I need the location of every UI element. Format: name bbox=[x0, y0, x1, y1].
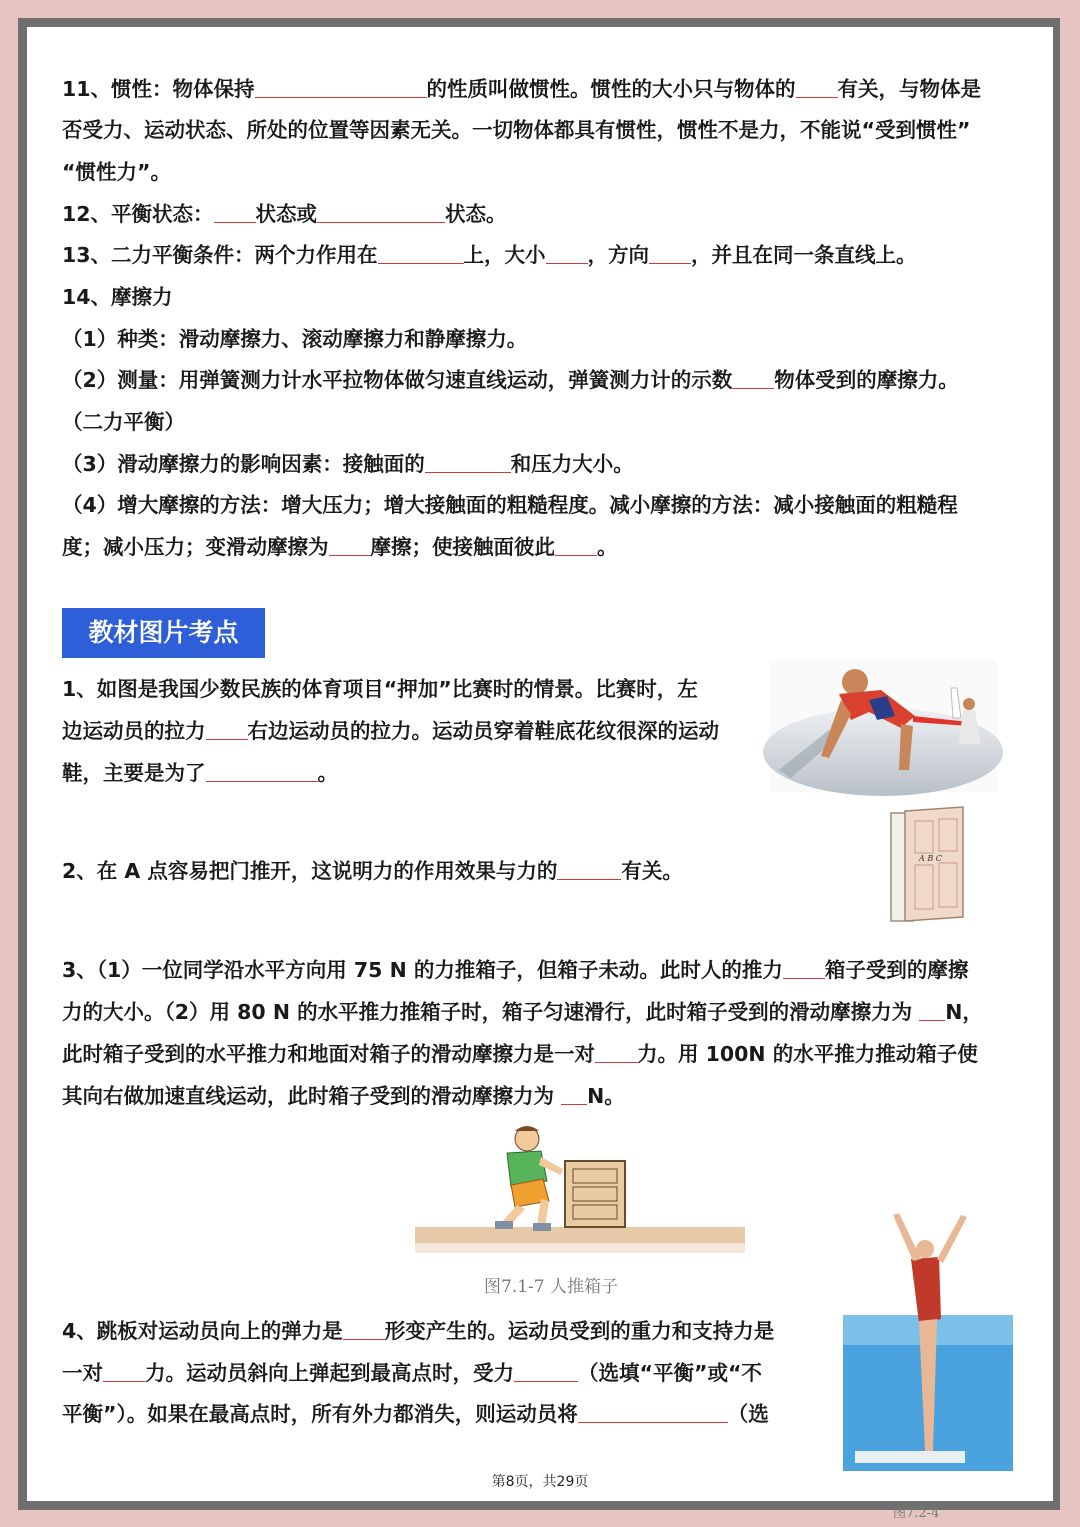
line-text: 1、如图是我国少数民族的体育项目“押加”比赛时的情景。比赛时，左 bbox=[62, 677, 698, 701]
text-line bbox=[62, 998, 983, 1026]
line-text: 形变产生的。运动员受到的重力和支持力是 bbox=[384, 1319, 775, 1343]
line-text: 否受力、运动状态、所处的位置等因素无关。一切物体都具有惯性，惯性不是力，不能说“受到惯性” bbox=[62, 118, 971, 142]
line-text: 和压力大小。 bbox=[510, 452, 634, 476]
answer-blank[interactable] bbox=[425, 452, 511, 473]
answer-blank[interactable] bbox=[103, 1361, 145, 1382]
line-text: 物体受到的摩擦力。 bbox=[774, 368, 959, 392]
answer-blank[interactable] bbox=[546, 243, 588, 264]
tug-of-war-figure bbox=[769, 660, 997, 792]
door-figure bbox=[889, 805, 969, 923]
page-footer: 第8页，共29页 bbox=[491, 1474, 589, 1490]
text-line bbox=[62, 158, 171, 186]
answer-blank[interactable] bbox=[555, 535, 597, 556]
door-point-labels: A B C bbox=[919, 854, 942, 863]
text-line bbox=[62, 1359, 762, 1387]
line-text: 鞋，主要是为了 bbox=[62, 761, 206, 785]
line-text: 箱子受到的摩擦 bbox=[824, 958, 969, 982]
line-text: ，方向 bbox=[587, 243, 650, 267]
line-text: 4、跳板对运动员向上的弹力是 bbox=[62, 1319, 343, 1343]
text-line bbox=[62, 241, 917, 269]
text-line bbox=[62, 759, 338, 787]
line-text: N， bbox=[945, 1000, 983, 1024]
answer-blank[interactable] bbox=[317, 202, 445, 223]
line-text: 2、在 A 点容易把门推开，这说明力的作用效果与力的 bbox=[62, 859, 558, 883]
line-text: 度；减小压力；变滑动摩擦为 bbox=[62, 535, 329, 559]
answer-blank[interactable] bbox=[378, 243, 464, 264]
text-line bbox=[62, 200, 507, 228]
section-heading: 教材图片考点 bbox=[62, 608, 265, 658]
answer-blank[interactable] bbox=[796, 77, 838, 98]
text-line bbox=[62, 1317, 774, 1345]
line-text: 右边运动员的拉力。运动员穿着鞋底花纹很深的运动 bbox=[247, 719, 719, 743]
answer-blank[interactable] bbox=[514, 1361, 578, 1382]
line-text: 状态。 bbox=[445, 202, 507, 226]
line-text: 力。运动员斜向上弹起到最高点时，受力 bbox=[145, 1361, 514, 1385]
line-text: 13、二力平衡条件：两个力作用在 bbox=[62, 243, 378, 267]
line-text: （选填“平衡”或“不 bbox=[578, 1361, 762, 1385]
line-text: （二力平衡） bbox=[62, 410, 185, 434]
text-line bbox=[62, 1082, 625, 1110]
answer-blank[interactable] bbox=[206, 761, 318, 782]
document-page bbox=[27, 27, 1053, 1521]
answer-blank[interactable] bbox=[214, 202, 256, 223]
answer-blank[interactable] bbox=[255, 77, 427, 98]
line-text: （选 bbox=[727, 1402, 769, 1426]
line-text: 上，大小 bbox=[463, 243, 546, 267]
line-text: 平衡”）。如果在最高点时，所有外力都消失，则运动员将 bbox=[62, 1402, 578, 1426]
text-line bbox=[62, 366, 959, 394]
line-text: 。 bbox=[317, 761, 338, 785]
line-text: 此时箱子受到的水平推力和地面对箱子的滑动摩擦力是一对 bbox=[62, 1042, 595, 1066]
line-text: （2）测量：用弹簧测力计水平拉物体做匀速直线运动，弹簧测力计的示数 bbox=[62, 368, 733, 392]
answer-blank[interactable] bbox=[783, 958, 825, 979]
text-line bbox=[62, 675, 698, 703]
text-line bbox=[62, 325, 527, 353]
text-line bbox=[62, 75, 981, 103]
line-text: 12、平衡状态： bbox=[62, 202, 214, 226]
line-text: 边运动员的拉力 bbox=[62, 719, 206, 743]
line-text: 有关。 bbox=[621, 859, 683, 883]
line-text: 3、（1）一位同学沿水平方向用 75 N 的力推箱子，但箱子未动。此时人的推力 bbox=[62, 958, 783, 982]
text-line bbox=[62, 116, 970, 144]
line-text: N。 bbox=[587, 1084, 625, 1108]
text-line bbox=[62, 717, 719, 745]
answer-blank[interactable] bbox=[578, 1402, 728, 1423]
line-text: 摩擦；使接触面彼此 bbox=[370, 535, 555, 559]
diver-caption: 图7.2-4 bbox=[893, 1506, 940, 1521]
line-text: 状态或 bbox=[255, 202, 318, 226]
line-text: 14、摩擦力 bbox=[62, 285, 173, 309]
line-text: （1）种类：滑动摩擦力、滚动摩擦力和静摩擦力。 bbox=[62, 327, 528, 351]
text-line bbox=[62, 857, 683, 885]
answer-blank[interactable] bbox=[206, 719, 248, 740]
text-line bbox=[62, 956, 968, 984]
text-line bbox=[62, 491, 958, 519]
push-box-figure bbox=[415, 1117, 745, 1297]
answer-blank[interactable] bbox=[343, 1319, 385, 1340]
line-text: （4）增大摩擦的方法：增大压力；增大接触面的粗糙程度。减小摩擦的方法：减小接触面的粗糙程 bbox=[62, 493, 958, 517]
text-line bbox=[62, 450, 634, 478]
answer-blank[interactable] bbox=[595, 1042, 637, 1063]
line-text: “惯性力”。 bbox=[62, 160, 171, 184]
answer-blank[interactable] bbox=[561, 1084, 587, 1105]
answer-blank[interactable] bbox=[732, 368, 774, 389]
line-text: 。 bbox=[597, 535, 618, 559]
line-text: 力的大小。（2）用 80 N 的水平推力推箱子时，箱子匀速滑行，此时箱子受到的滑动摩擦力为 bbox=[62, 1000, 920, 1024]
line-text: 11、惯性：物体保持 bbox=[62, 77, 255, 101]
line-text: 一对 bbox=[62, 1361, 103, 1385]
text-line bbox=[62, 408, 185, 436]
text-line bbox=[62, 533, 618, 561]
text-line bbox=[62, 1040, 978, 1068]
line-text: 力。用 100N 的水平推力推动箱子使 bbox=[637, 1042, 978, 1066]
answer-blank[interactable] bbox=[649, 243, 691, 264]
answer-blank[interactable] bbox=[919, 1000, 945, 1021]
line-text: （3）滑动摩擦力的影响因素：接触面的 bbox=[62, 452, 425, 476]
text-line bbox=[62, 1400, 769, 1428]
line-text: 的性质叫做惯性。惯性的大小只与物体的 bbox=[426, 77, 796, 101]
line-text: 有关，与物体是 bbox=[837, 77, 982, 101]
answer-blank[interactable] bbox=[557, 859, 621, 880]
answer-blank[interactable] bbox=[329, 535, 371, 556]
line-text: ，并且在同一条直线上。 bbox=[691, 243, 917, 267]
diver-figure bbox=[835, 1207, 1015, 1497]
push-box-caption: 图7.1-7 人推箱子 bbox=[484, 1277, 618, 1297]
text-line bbox=[62, 283, 173, 311]
line-text: 其向右做加速直线运动，此时箱子受到的滑动摩擦力为 bbox=[62, 1084, 562, 1108]
